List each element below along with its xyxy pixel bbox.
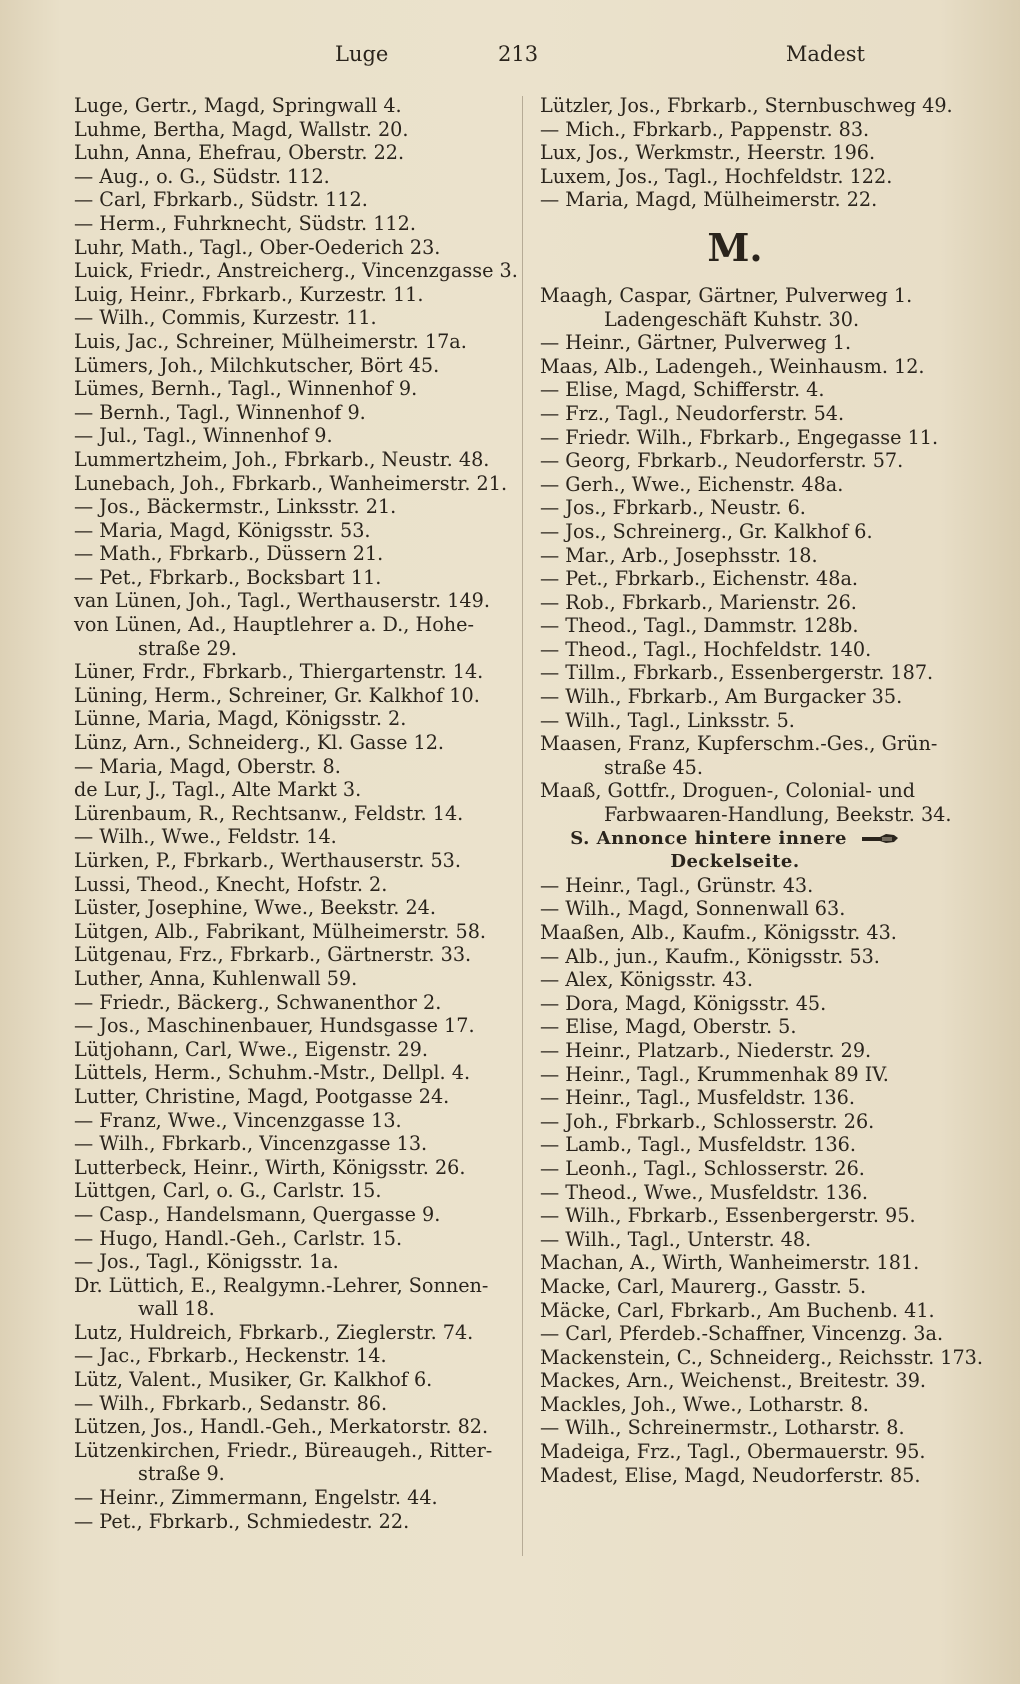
page-header: [70, 42, 950, 72]
directory-entry: [540, 968, 960, 992]
directory-entry: [540, 1464, 960, 1488]
directory-entry: [74, 943, 514, 967]
directory-entry: [74, 330, 514, 354]
directory-entry: [74, 354, 514, 378]
directory-entry: [74, 377, 514, 401]
entry-text: — Wilh., Tagl., Linksstr. 5.: [540, 708, 795, 732]
directory-entry: [540, 496, 960, 520]
entry-text: Lümes, Bernh., Tagl., Winnenhof 9.: [74, 377, 418, 401]
directory-entry: [74, 118, 514, 142]
entry-text: Mackenstein, C., Schneiderg., Reichsstr. 173.: [540, 1345, 983, 1369]
directory-entry: [540, 661, 960, 685]
entry-text: Luis, Jac., Schreiner, Mülheimerstr. 17a.: [74, 329, 467, 353]
entry-text: — Alex, Königsstr. 43.: [540, 968, 753, 992]
directory-entry: [540, 1416, 960, 1440]
entry-text: Maaß, Gottfr., Droguen-, Colonial- und: [540, 779, 916, 803]
directory-entry: [74, 991, 514, 1015]
entry-text: — Hugo, Handl.-Geh., Carlstr. 15.: [74, 1226, 403, 1250]
directory-entry: [74, 802, 514, 826]
entry-text: Lutterbeck, Heinr., Wirth, Königsstr. 26.: [74, 1155, 466, 1179]
entry-text: Lunebach, Joh., Fbrkarb., Wanheimerstr. 21.: [74, 471, 508, 495]
directory-entry: [74, 566, 514, 590]
entry-text: — Wilh., Wwe., Feldstr. 14.: [74, 825, 337, 849]
directory-entry: [540, 355, 960, 379]
entry-text: Lüttgen, Carl, o. G., Carlstr. 15.: [74, 1179, 382, 1203]
annonce-line2: Deckelseite.: [670, 851, 800, 873]
entry-text: Lütz, Valent., Musiker, Gr. Kalkhof 6.: [74, 1368, 433, 1392]
directory-entry: [74, 1321, 514, 1345]
entry-text: — Friedr. Wilh., Fbrkarb., Engegasse 11.: [540, 425, 939, 449]
directory-entry: [74, 825, 514, 849]
entry-text: Lütgenau, Frz., Fbrkarb., Gärtnerstr. 33.: [74, 943, 472, 967]
entry-text: Lutz, Huldreich, Fbrkarb., Zieglerstr. 74.: [74, 1320, 474, 1344]
entry-text: — Wilh., Fbrkarb., Sedanstr. 86.: [74, 1391, 388, 1415]
directory-entry: [540, 94, 960, 118]
entry-text: — Joh., Fbrkarb., Schlosserstr. 26.: [540, 1109, 875, 1133]
directory-entry: [540, 1345, 983, 1370]
directory-entry: [540, 709, 960, 733]
directory-entry: [540, 473, 960, 497]
entry-text: — Friedr., Bäckerg., Schwanenthor 2.: [74, 990, 442, 1014]
directory-entry: [540, 378, 960, 402]
entry-text: Lürenbaum, R., Rechtsanw., Feldstr. 14.: [74, 801, 464, 825]
directory-entry: [74, 472, 514, 496]
entry-text: — Jos., Bäckermstr., Linksstr. 21.: [74, 495, 397, 519]
directory-entry: [74, 448, 514, 472]
entry-text: — Casp., Handelsmann, Quergasse 9.: [74, 1202, 441, 1226]
entry-text: — Carl, Fbrkarb., Südstr. 112.: [74, 188, 368, 212]
directory-entry: [74, 849, 514, 873]
entry-text: — Rob., Fbrkarb., Marienstr. 26.: [540, 590, 857, 614]
entry-text: — Maria, Magd, Königsstr. 53.: [74, 518, 371, 542]
entry-text: Lüner, Frdr., Fbrkarb., Thiergartenstr. 14.: [74, 660, 484, 684]
entry-text: Machan, A., Wirth, Wanheimerstr. 181.: [540, 1251, 920, 1275]
directory-entry: [74, 1038, 514, 1062]
directory-entry: [74, 920, 514, 944]
directory-entry: [540, 732, 960, 779]
entry-text: Lützenkirchen, Friedr., Büreaugeh., Ritter-: [74, 1438, 493, 1462]
directory-entry: [540, 897, 960, 921]
directory-entry: [74, 283, 514, 307]
entry-text: Luther, Anna, Kuhlenwall 59.: [74, 966, 358, 990]
directory-entry: [540, 165, 960, 189]
directory-entry: [540, 614, 960, 638]
entry-text: — Franz, Wwe., Vincenzgasse 13.: [74, 1108, 402, 1132]
entry-text: — Georg, Fbrkarb., Neudorferstr. 57.: [540, 449, 904, 473]
directory-entry: [540, 1275, 960, 1299]
entry-text: Luhme, Bertha, Magd, Wallstr. 20.: [74, 117, 409, 141]
directory-entry: [540, 1322, 960, 1346]
entry-text: Luick, Friedr., Anstreicherg., Vincenzgasse 3.: [74, 259, 518, 283]
right-column-top-entries: [540, 94, 960, 212]
entry-text: Lux, Jos., Werkmstr., Heerstr. 196.: [540, 141, 876, 165]
entry-text: Madeiga, Frz., Tagl., Obermauerstr. 95.: [540, 1440, 926, 1464]
entry-text: — Maria, Magd, Mülheimerstr. 22.: [540, 188, 878, 212]
directory-entry: [74, 1486, 514, 1510]
directory-entry: [74, 1392, 514, 1416]
entry-text: — Aug., o. G., Südstr. 112.: [74, 164, 330, 188]
directory-entry: [74, 684, 514, 708]
entry-text: — Frz., Tagl., Neudorferstr. 54.: [540, 401, 845, 425]
entry-text: — Jos., Maschinenbauer, Hundsgasse 17.: [74, 1014, 475, 1038]
directory-entry: [74, 1156, 514, 1180]
directory-entry: [74, 1510, 514, 1534]
directory-entry: [74, 1344, 514, 1368]
entry-text: — Wilh., Fbrkarb., Am Burgacker 35.: [540, 685, 903, 709]
entry-text: — Theod., Tagl., Hochfeldstr. 140.: [540, 637, 872, 661]
entry-text: — Jac., Fbrkarb., Heckenstr. 14.: [74, 1344, 387, 1368]
entry-text: — Pet., Fbrkarb., Bocksbart 11.: [74, 565, 382, 589]
directory-entry: [540, 567, 960, 591]
directory-entry: [74, 660, 514, 684]
entry-text: — Wilh., Fbrkarb., Essenbergerstr. 95.: [540, 1204, 916, 1228]
directory-entry: [74, 1132, 514, 1156]
entry-text: Mackes, Arn., Weichenst., Breitestr. 39.: [540, 1369, 927, 1393]
directory-entry: [540, 591, 960, 615]
directory-entry: [74, 495, 514, 519]
entry-text: — Mich., Fbrkarb., Pappenstr. 83.: [540, 117, 870, 141]
entry-text: Lürken, P., Fbrkarb., Werthauserstr. 53.: [74, 849, 461, 872]
directory-entry: [74, 259, 518, 283]
directory-entry: [74, 967, 514, 991]
entry-text: — Heinr., Tagl., Grünstr. 43.: [540, 873, 814, 897]
annonce-line1: S. Annonce hintere innere: [570, 827, 847, 849]
directory-entry: [74, 1179, 514, 1203]
directory-entry: [74, 1274, 514, 1321]
entry-text: — Pet., Fbrkarb., Eichenstr. 48a.: [540, 567, 859, 591]
entry-text: Maasen, Franz, Kupferschm.-Ges., Grün-: [540, 732, 938, 756]
directory-entry: [74, 141, 514, 165]
entry-text: — Pet., Fbrkarb., Schmiedestr. 22.: [74, 1509, 410, 1533]
entry-text: — Wilh., Tagl., Unterstr. 48.: [540, 1227, 812, 1251]
entry-text: Lutter, Christine, Magd, Pootgasse 24.: [74, 1084, 450, 1108]
entry-continuation: straße 45.: [604, 755, 703, 779]
entry-text: Lützler, Jos., Fbrkarb., Sternbuschweg 49.: [540, 94, 953, 117]
entry-text: — Lamb., Tagl., Musfeldstr. 136.: [540, 1133, 856, 1157]
directory-entry: [74, 542, 514, 566]
page-number: 213: [498, 42, 539, 66]
entry-text: — Jos., Fbrkarb., Neustr. 6.: [540, 496, 806, 520]
directory-entry: [540, 426, 960, 450]
right-column: [540, 94, 983, 1487]
directory-entry: [540, 1086, 960, 1110]
entry-text: — Leonh., Tagl., Schlosserstr. 26.: [540, 1156, 865, 1180]
directory-entry: [540, 1133, 960, 1157]
right-column-mid-entries: [540, 284, 960, 827]
directory-entry: [540, 1015, 960, 1039]
directory-entry: [540, 945, 960, 969]
directory-entry: [540, 1063, 960, 1087]
directory-entry: [74, 94, 514, 118]
directory-entry: [74, 873, 514, 897]
entry-text: — Jos., Schreinerg., Gr. Kalkhof 6.: [540, 519, 873, 543]
entry-text: Luge, Gertr., Magd, Springwall 4.: [74, 94, 402, 117]
directory-entry: [540, 1440, 960, 1464]
directory-entry: [74, 1085, 514, 1109]
entry-text: — Heinr., Zimmermann, Engelstr. 44.: [74, 1486, 438, 1510]
directory-entry: [540, 1369, 960, 1393]
entry-text: — Wilh., Magd, Sonnenwall 63.: [540, 897, 846, 921]
annonce-note: [540, 827, 960, 874]
entry-text: Dr. Lüttich, E., Realgymn.-Lehrer, Sonnen-: [74, 1273, 489, 1297]
directory-entry: [540, 449, 960, 473]
column-divider: [522, 96, 523, 1556]
entry-text: — Wilh., Fbrkarb., Vincenzgasse 13.: [74, 1132, 428, 1156]
directory-entry: [540, 1251, 960, 1275]
entry-text: Lüster, Josephine, Wwe., Beekstr. 24.: [74, 896, 436, 920]
directory-entry: [74, 1227, 514, 1251]
entry-text: Maaßen, Alb., Kaufm., Königsstr. 43.: [540, 921, 897, 944]
directory-entry: [74, 165, 514, 189]
directory-entry: [540, 331, 960, 355]
entry-text: Lünne, Maria, Magd, Königsstr. 2.: [74, 707, 407, 731]
entry-continuation: Ladengeschäft Kuhstr. 30.: [604, 307, 860, 331]
entry-text: Madest, Elise, Magd, Neudorferstr. 85.: [540, 1463, 921, 1487]
entry-text: — Gerh., Wwe., Eichenstr. 48a.: [540, 472, 844, 496]
directory-entry: [540, 1228, 960, 1252]
entry-text: — Heinr., Tagl., Musfeldstr. 136.: [540, 1086, 855, 1110]
entry-text: Lütjohann, Carl, Wwe., Eigenstr. 29.: [74, 1037, 428, 1061]
directory-entry: [540, 402, 960, 426]
entry-text: Luhn, Anna, Ehefrau, Oberstr. 22.: [74, 141, 405, 165]
entry-text: — Carl, Pferdeb.-Schaffner, Vincenzg. 3a.: [540, 1322, 944, 1346]
directory-entry: [74, 1439, 514, 1486]
directory-entry: [74, 1250, 514, 1274]
right-column-bottom-entries: [540, 873, 983, 1487]
directory-entry: [74, 896, 514, 920]
entry-text: — Heinr., Platzarb., Niederstr. 29.: [540, 1038, 872, 1062]
entry-text: — Theod., Wwe., Musfeldstr. 136.: [540, 1180, 868, 1204]
entry-text: — Heinr., Tagl., Krummenhak 89 IV.: [540, 1062, 889, 1086]
directory-entry: [540, 544, 960, 568]
directory-entry: [540, 1110, 960, 1134]
directory-entry: [74, 306, 514, 330]
entry-continuation: Farbwaaren-Handlung, Beekstr. 34.: [604, 803, 952, 827]
directory-entry: [74, 1368, 514, 1392]
directory-entry: [540, 992, 960, 1016]
directory-entry: [540, 1039, 960, 1063]
entry-text: — Elise, Magd, Oberstr. 5.: [540, 1015, 797, 1039]
entry-text: — Alb., jun., Kaufm., Königsstr. 53.: [540, 944, 880, 968]
entry-text: von Lünen, Ad., Hauptlehrer a. D., Hohe-: [74, 613, 474, 637]
directory-entry: [540, 284, 960, 331]
directory-entry: [74, 519, 514, 543]
entry-text: van Lünen, Joh., Tagl., Werthauserstr. 149.: [74, 589, 490, 613]
directory-entry: [74, 1014, 514, 1038]
entry-text: — Bernh., Tagl., Winnenhof 9.: [74, 400, 366, 424]
entry-text: Mackles, Joh., Wwe., Lotharstr. 8.: [540, 1392, 869, 1416]
entry-text: — Jos., Tagl., Königsstr. 1a.: [74, 1250, 339, 1274]
entry-text: — Herm., Fuhrknecht, Südstr. 112.: [74, 211, 416, 235]
header-right-keyword: Madest: [785, 42, 865, 66]
directory-entry: [74, 589, 514, 613]
directory-entry: [74, 401, 514, 425]
directory-entry: [540, 188, 960, 212]
entry-text: Lütgen, Alb., Fabrikant, Mülheimerstr. 58.: [74, 919, 486, 943]
directory-entry: [74, 212, 514, 236]
directory-entry: [540, 874, 960, 898]
directory-entry: [74, 236, 514, 260]
entry-text: — Maria, Magd, Oberstr. 8.: [74, 754, 341, 778]
entry-text: — Heinr., Gärtner, Pulverweg 1.: [540, 331, 852, 355]
entry-text: Lümers, Joh., Milchkutscher, Bört 45.: [74, 353, 440, 377]
directory-entry: [540, 1204, 960, 1228]
entry-text: — Wilh., Schreinermstr., Lotharstr. 8.: [540, 1416, 905, 1440]
directory-entry: [74, 613, 514, 660]
entry-text: Lützen, Jos., Handl.-Geh., Merkatorstr. 82.: [74, 1415, 489, 1439]
directory-entry: [74, 778, 514, 802]
entry-text: Luhr, Math., Tagl., Ober-Oederich 23.: [74, 235, 441, 259]
directory-entry: [74, 1061, 514, 1085]
directory-entry: [74, 1109, 514, 1133]
entry-text: Maagh, Caspar, Gärtner, Pulverweg 1.: [540, 283, 913, 307]
entry-text: de Lur, J., Tagl., Alte Markt 3.: [74, 778, 362, 802]
directory-entry: [540, 921, 960, 945]
entry-text: — Math., Fbrkarb., Düssern 21.: [74, 542, 384, 566]
entry-continuation: straße 9.: [138, 1462, 225, 1486]
entry-text: Lünz, Arn., Schneiderg., Kl. Gasse 12.: [74, 731, 445, 755]
entry-text: Maas, Alb., Ladengeh., Weinhausm. 12.: [540, 354, 925, 378]
directory-entry: [540, 141, 960, 165]
directory-entry: [74, 707, 514, 731]
directory-entry: [540, 1181, 960, 1205]
directory-entry: [540, 1393, 960, 1417]
entry-text: — Theod., Tagl., Dammstr. 128b.: [540, 614, 859, 638]
entry-text: — Jul., Tagl., Winnenhof 9.: [74, 424, 333, 448]
entry-text: Luig, Heinr., Fbrkarb., Kurzestr. 11.: [74, 282, 424, 306]
directory-entry: [540, 1157, 960, 1181]
directory-entry: [540, 118, 960, 142]
directory-entry: [540, 779, 960, 826]
entry-text: Mäcke, Carl, Fbrkarb., Am Buchenb. 41.: [540, 1298, 935, 1322]
directory-entry: [74, 1203, 514, 1227]
entry-text: — Wilh., Commis, Kurzestr. 11.: [74, 306, 377, 330]
entry-continuation: straße 29.: [138, 636, 237, 660]
directory-entry: [74, 731, 514, 755]
entry-continuation: wall 18.: [138, 1297, 215, 1321]
directory-entry: [540, 638, 960, 662]
entry-text: Lussi, Theod., Knecht, Hofstr. 2.: [74, 872, 388, 896]
header-left-keyword: Luge: [335, 42, 389, 66]
entry-text: Macke, Carl, Maurerg., Gasstr. 5.: [540, 1274, 867, 1298]
directory-entry: [540, 520, 960, 544]
pointing-hand-icon: [860, 832, 900, 846]
entry-text: Lüning, Herm., Schreiner, Gr. Kalkhof 10.: [74, 683, 480, 707]
entry-text: Luxem, Jos., Tagl., Hochfeldstr. 122.: [540, 164, 893, 188]
entry-text: Lüttels, Herm., Schuhm.-Mstr., Dellpl. 4.: [74, 1061, 471, 1085]
directory-entry: [540, 1299, 960, 1323]
left-column: [74, 94, 518, 1533]
entry-text: — Tillm., Fbrkarb., Essenbergerstr. 187.: [540, 661, 934, 685]
entry-text: — Elise, Magd, Schifferstr. 4.: [540, 378, 825, 402]
entry-text: — Dora, Magd, Königsstr. 45.: [540, 991, 827, 1015]
directory-entry: [74, 1415, 514, 1439]
section-letter-heading: M.: [707, 224, 763, 270]
directory-entry: [540, 685, 960, 709]
entry-text: Lummertzheim, Joh., Fbrkarb., Neustr. 48.: [74, 447, 490, 471]
directory-entry: [74, 755, 514, 779]
directory-entry: [74, 188, 514, 212]
entry-text: — Mar., Arb., Josephsstr. 18.: [540, 543, 818, 567]
directory-entry: [74, 424, 514, 448]
